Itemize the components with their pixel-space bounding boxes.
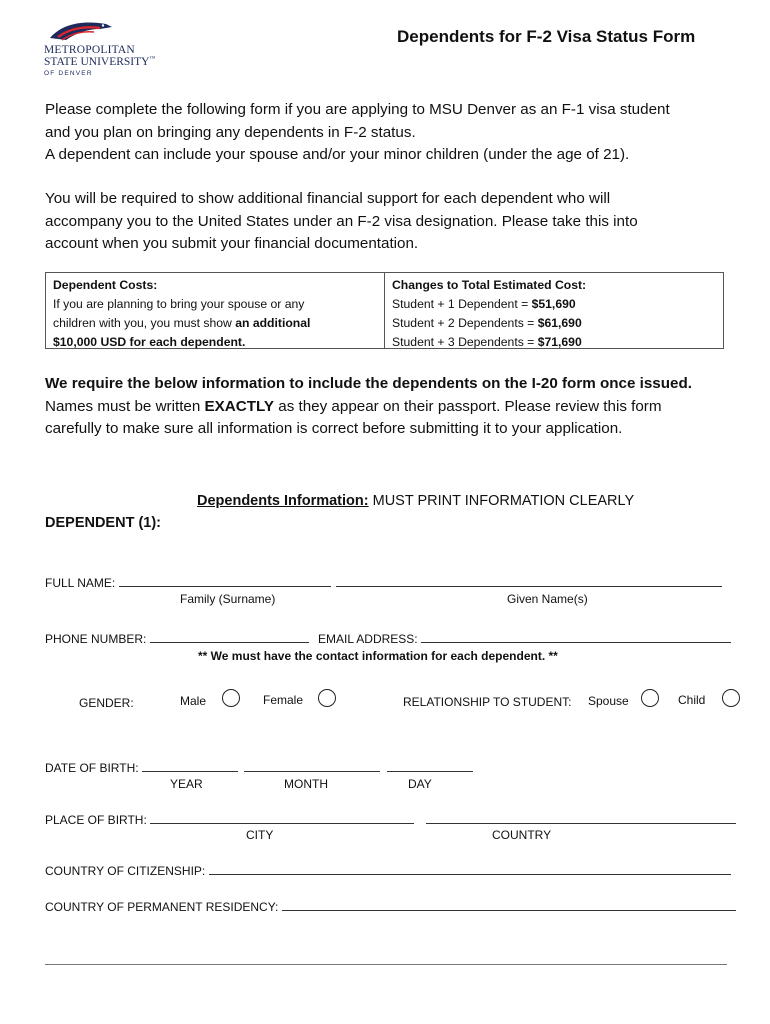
logo-line-3: OF DENVER [44,70,93,77]
intro-line: account when you submit your financial documentation. [45,235,419,252]
given-caption: Given Name(s) [507,592,588,606]
dob-day-field[interactable] [387,760,473,772]
year-caption: YEAR [170,777,203,791]
citizenship-field[interactable] [209,863,731,875]
dob-label: DATE OF BIRTH: [45,761,139,775]
residency-label: COUNTRY OF PERMANENT RESIDENCY: [45,900,279,914]
requirement-paragraph [45,373,745,441]
requirement-line: carefully to make sure all information is correct before submitting it to your application. [45,420,623,437]
citizenship-label: COUNTRY OF CITIZENSHIP: [45,864,206,878]
country-caption: COUNTRY [492,828,552,842]
intro-line: A dependent can include your spouse and/or your minor children (under the age of 21). [45,146,630,163]
estimated-cost-heading: Changes to Total Estimated Cost: [392,278,587,292]
intro-paragraph-2 [45,188,745,256]
full-name-label: FULL NAME: [45,576,116,590]
page-title: Dependents for F-2 Visa Status Form [397,27,696,46]
female-radio[interactable] [318,689,336,707]
university-logo [44,18,164,80]
given-name-field[interactable] [336,575,722,587]
day-caption: DAY [408,777,432,791]
intro-line: You will be required to show additional financial support for each dependent who will [45,190,611,207]
phone-label: PHONE NUMBER: [45,632,147,646]
logo-line-1: METROPOLITAN [44,44,135,56]
male-radio[interactable] [222,689,240,707]
full-name-row [45,575,722,590]
pob-row [45,812,736,827]
estimated-cost-cell [385,273,723,348]
bottom-divider [45,964,727,965]
dependent-costs-text: If you are planning to bring your spouse or any [53,297,305,311]
female-label: Female [263,693,304,707]
spouse-radio[interactable] [641,689,659,707]
dependent-costs-text: children with you, you must show an additional [53,316,311,330]
pob-country-field[interactable] [426,812,736,824]
relationship-label: RELATIONSHIP TO STUDENT: [403,695,572,709]
email-address-field[interactable] [421,631,731,643]
city-caption: CITY [246,828,274,842]
child-radio[interactable] [722,689,740,707]
gender-label: GENDER: [79,696,134,710]
family-caption: Family (Surname) [180,592,276,606]
cost-row: Student + 1 Dependent = $51,690 [392,297,576,311]
logo-line-2: STATE UNIVERSITY™ [44,56,156,68]
citizenship-row [45,863,731,878]
intro-paragraph-1 [45,99,745,167]
intro-line: Please complete the following form if you are applying to MSU Denver as an F-1 visa student [45,101,670,118]
phone-number-field[interactable] [150,631,309,643]
residency-field[interactable] [282,899,736,911]
requirement-line: Names must be written EXACTLY as they appear on their passport. Please review this form [45,397,662,415]
pob-city-field[interactable] [150,812,414,824]
family-name-field[interactable] [119,575,331,587]
cost-row: Student + 2 Dependents = $61,690 [392,316,582,330]
dependent-costs-table [45,272,724,349]
dependent-costs-text: $10,000 USD for each dependent. [53,335,246,349]
male-label: Male [180,694,207,708]
contact-note: ** We must have the contact information for each dependent. ** [198,649,558,663]
dependent-label: DEPENDENT (1): [45,515,162,531]
requirement-heading: We require the below information to include the dependents on the I-20 form once issued. [45,375,692,392]
pob-label: PLACE OF BIRTH: [45,813,147,827]
dependent-costs-heading: Dependent Costs: [53,278,158,292]
spouse-label: Spouse [588,694,629,708]
intro-line: and you plan on bringing any dependents in F-2 status. [45,123,416,141]
dob-month-field[interactable] [244,760,380,772]
section-heading: Dependents Information: MUST PRINT INFORMATION CLEARLY [197,493,635,509]
dependent-costs-cell [46,273,385,348]
month-caption: MONTH [284,777,328,791]
email-label: EMAIL ADDRESS: [318,632,418,646]
phone-row [45,631,731,646]
child-label: Child [678,693,706,707]
cost-row: Student + 3 Dependents = $71,690 [392,335,582,349]
dob-year-field[interactable] [142,760,238,772]
intro-line: accompany you to the United States under an F-2 visa designation. Please take this into [45,212,638,230]
roadrunner-icon [48,18,114,44]
residency-row [45,899,736,914]
dob-row [45,760,473,775]
